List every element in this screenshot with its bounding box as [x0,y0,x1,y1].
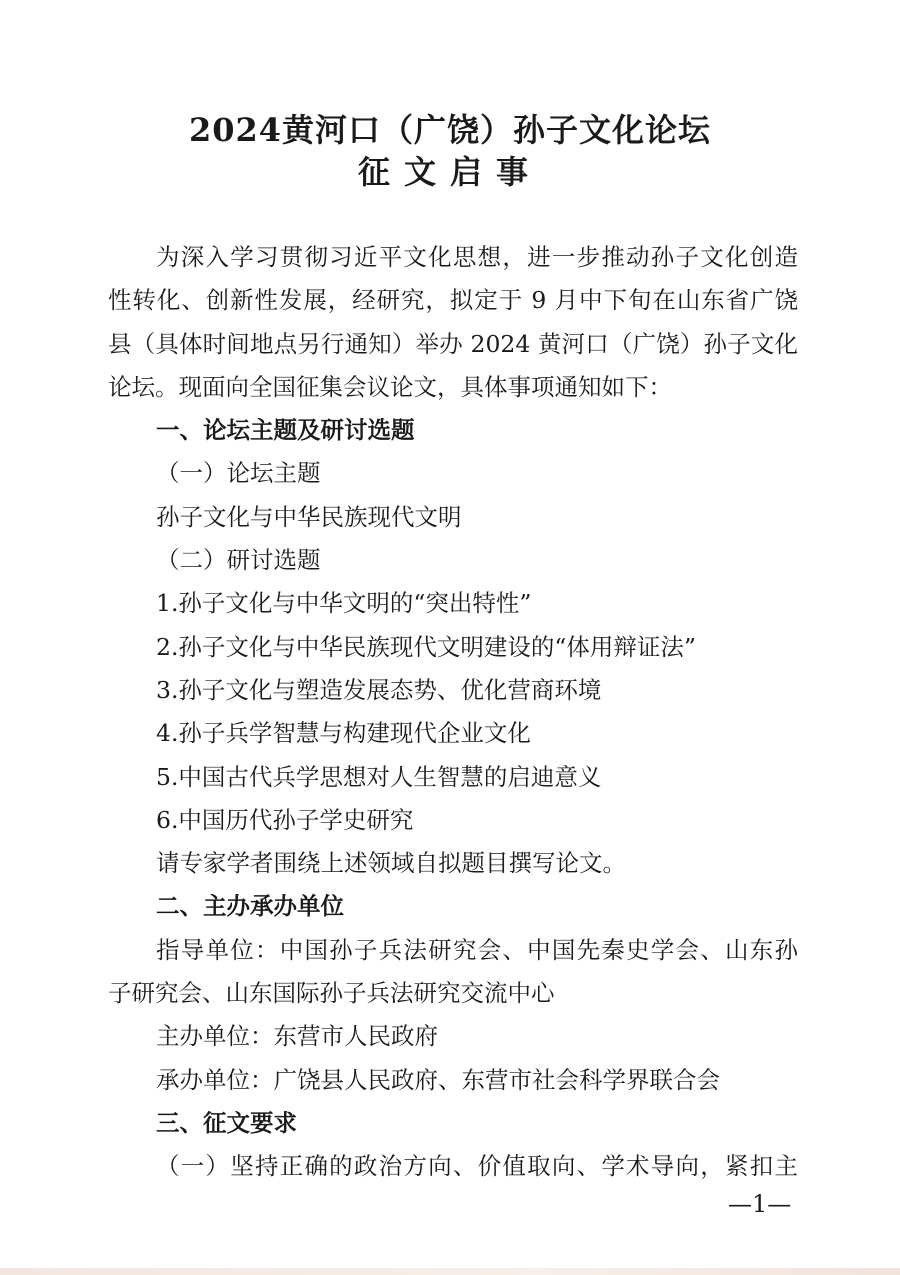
forum-theme: 孙子文化与中华民族现代文明 [156,502,462,531]
topic-item: 3.孙子文化与塑造发展态势、优化营商环境 [156,675,602,704]
section-heading-1: 一、论坛主题及研讨选题 [156,416,415,445]
document-body [108,236,798,1189]
topics-note: 请专家学者围绕上述领域自拟题目撰写论文。 [156,849,626,878]
intro-line-4: 论坛。现面向全国征集会议论文，具体事项通知如下： [108,372,672,401]
host-unit: 主办单位：东营市人民政府 [156,1022,438,1051]
subsection-heading-topics: （二）研讨选题 [156,546,321,575]
document-subtitle: 征文启事 [357,153,542,191]
scan-edge [0,1268,900,1275]
page-number: —1— [728,1190,792,1218]
topic-item: 1.孙子文化与中华文明的“突出特性” [156,589,532,618]
topic-item: 5.中国古代兵学思想对人生智慧的启迪意义 [156,762,602,791]
intro-line-1: 为深入学习贯彻习近平文化思想，进一步推动孙子文化创造 [156,243,798,271]
section-heading-3: 三、征文要求 [156,1108,297,1137]
intro-line-3: 县（具体时间地点另行通知）举办 2024 黄河口（广饶）孙子文化 [108,329,798,358]
section-heading-2: 二、主办承办单位 [156,892,344,921]
organizer-units: 承办单位：广饶县人民政府、东营市社会科学界联合会 [156,1065,720,1094]
intro-line-2: 性转化、创新性发展，经研究，拟定于 9 月中下旬在山东省广饶 [108,286,798,315]
subsection-heading-theme: （一）论坛主题 [156,459,321,488]
guide-units-line-1: 指导单位：中国孙子兵法研究会、中国先秦史学会、山东孙 [156,935,798,964]
topic-item: 4.孙子兵学智慧与构建现代企业文化 [156,719,531,748]
topic-item: 2.孙子文化与中华民族现代文明建设的“体用辩证法” [156,632,696,661]
requirement-item-1: （一）坚持正确的政治方向、价值取向、学术导向，紧扣主 [156,1152,798,1181]
topic-item: 6.中国历代孙子学史研究 [156,805,414,834]
document-title: 2024黄河口（广饶）孙子文化论坛 [188,111,712,149]
guide-units-line-2: 子研究会、山东国际孙子兵法研究交流中心 [108,979,555,1008]
